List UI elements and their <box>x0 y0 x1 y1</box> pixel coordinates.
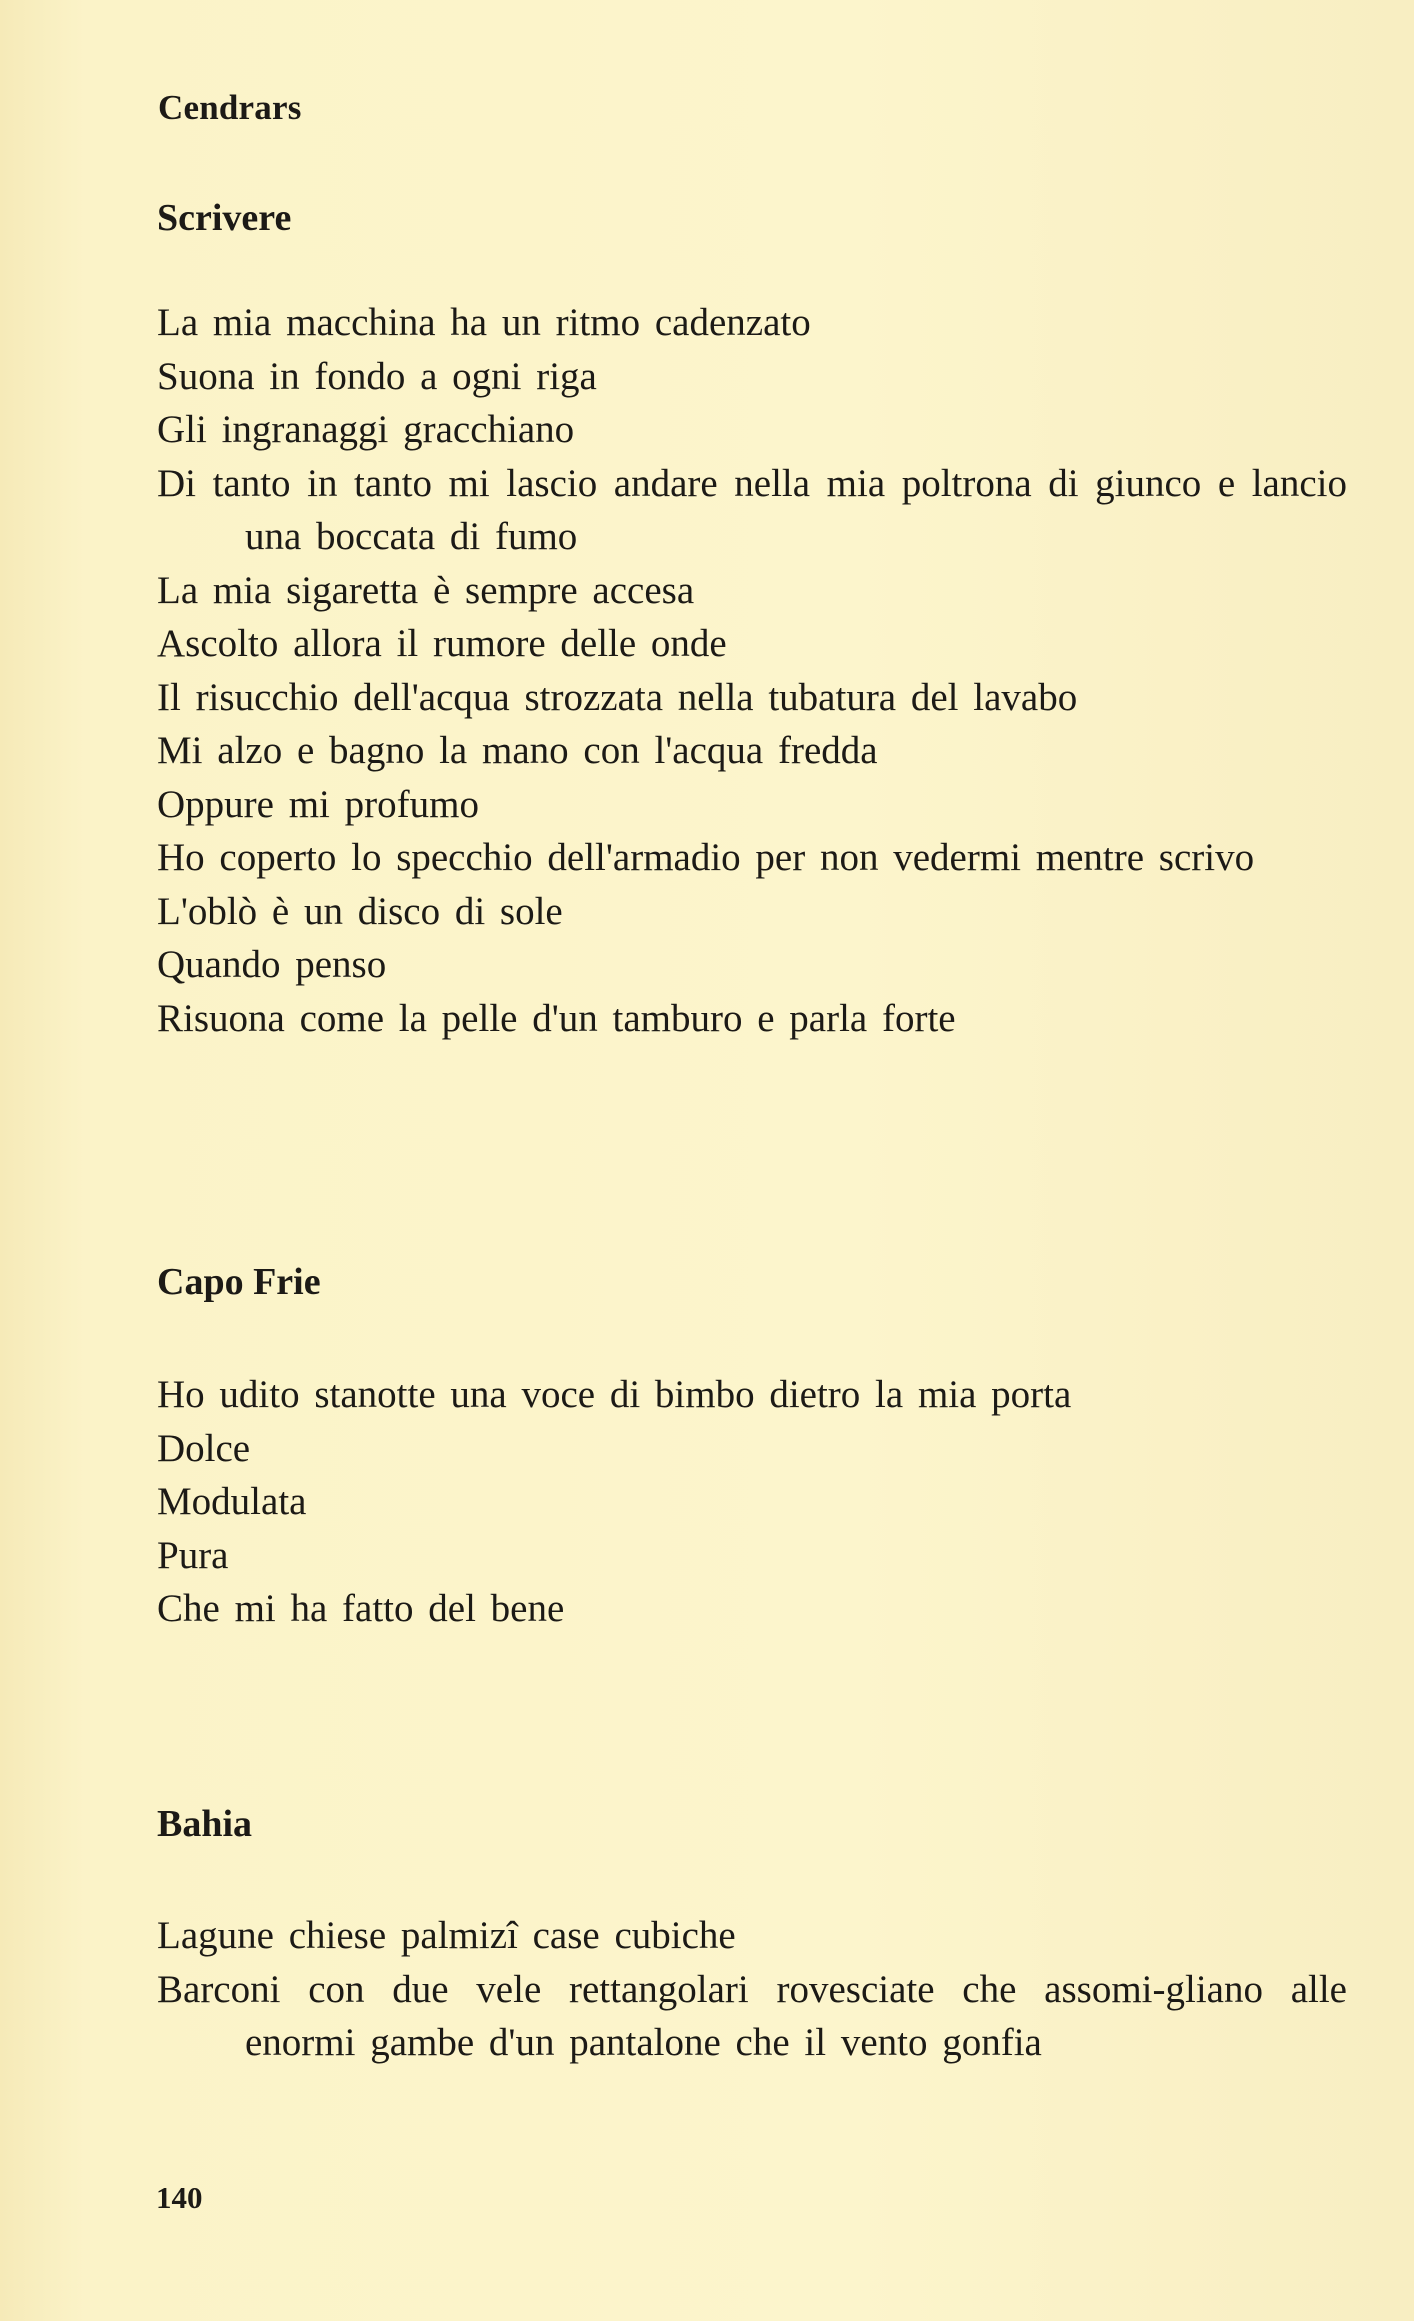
poem-line: Che mi ha fatto del bene <box>157 1587 565 1630</box>
poem-line: Ascolto allora il rumore delle onde <box>157 622 727 665</box>
running-head: Cendrars <box>158 88 302 127</box>
poem-capo-frie <box>157 1260 1347 1636</box>
poem-line: Lagune chiese palmizî case cubiche <box>157 1914 736 1957</box>
poem-lines <box>157 1368 1347 1636</box>
poem-line: Modulata <box>157 1480 307 1523</box>
poem-lines <box>157 296 1347 1045</box>
poem-title: Bahia <box>157 1803 253 1845</box>
page-number: 140 <box>156 2180 203 2215</box>
poem-title: Capo Frie <box>157 1261 321 1303</box>
poem-scrivere <box>157 196 1347 1045</box>
poem-line: Il risucchio dell'acqua strozzata nella tubatura del lavabo <box>157 675 1078 719</box>
poem-line: Quando penso <box>157 943 387 986</box>
poem-line: Risuona come la pelle d'un tamburo e parla forte <box>157 996 956 1040</box>
poem-line: Ho udito stanotte una voce di bimbo dietro la mia porta <box>157 1373 1072 1416</box>
poem-line: Oppure mi profumo <box>157 782 479 826</box>
poem-line: Dolce <box>157 1426 251 1470</box>
poem-line: Suona in fondo a ogni riga <box>157 354 597 398</box>
poem-lines <box>157 1909 1347 2070</box>
poem-line: Di tanto in tanto mi lascio andare nella mia poltrona di giunco e lancio una boccata di fumo <box>157 461 1347 558</box>
poem-line: La mia macchina ha un ritmo cadenzato <box>157 301 811 344</box>
poem-title: Scrivere <box>157 197 292 239</box>
poem-bahia <box>157 1802 1347 2070</box>
poem-line: Mi alzo e bagno la mano con l'acqua fredda <box>157 729 878 772</box>
poem-line: Pura <box>157 1533 229 1577</box>
poem-line: Barconi con due vele rettangolari rovesciate che assomi-gliano alle enormi gambe d'un pantalone che il vento gonfia <box>157 1967 1347 2064</box>
poem-line: L'oblò è un disco di sole <box>157 889 563 933</box>
poem-line: La mia sigaretta è sempre accesa <box>157 568 695 612</box>
poem-line: Gli ingranaggi gracchiano <box>157 408 575 451</box>
poem-line: Ho coperto lo specchio dell'armadio per non vedermi mentre scrivo <box>157 836 1255 879</box>
